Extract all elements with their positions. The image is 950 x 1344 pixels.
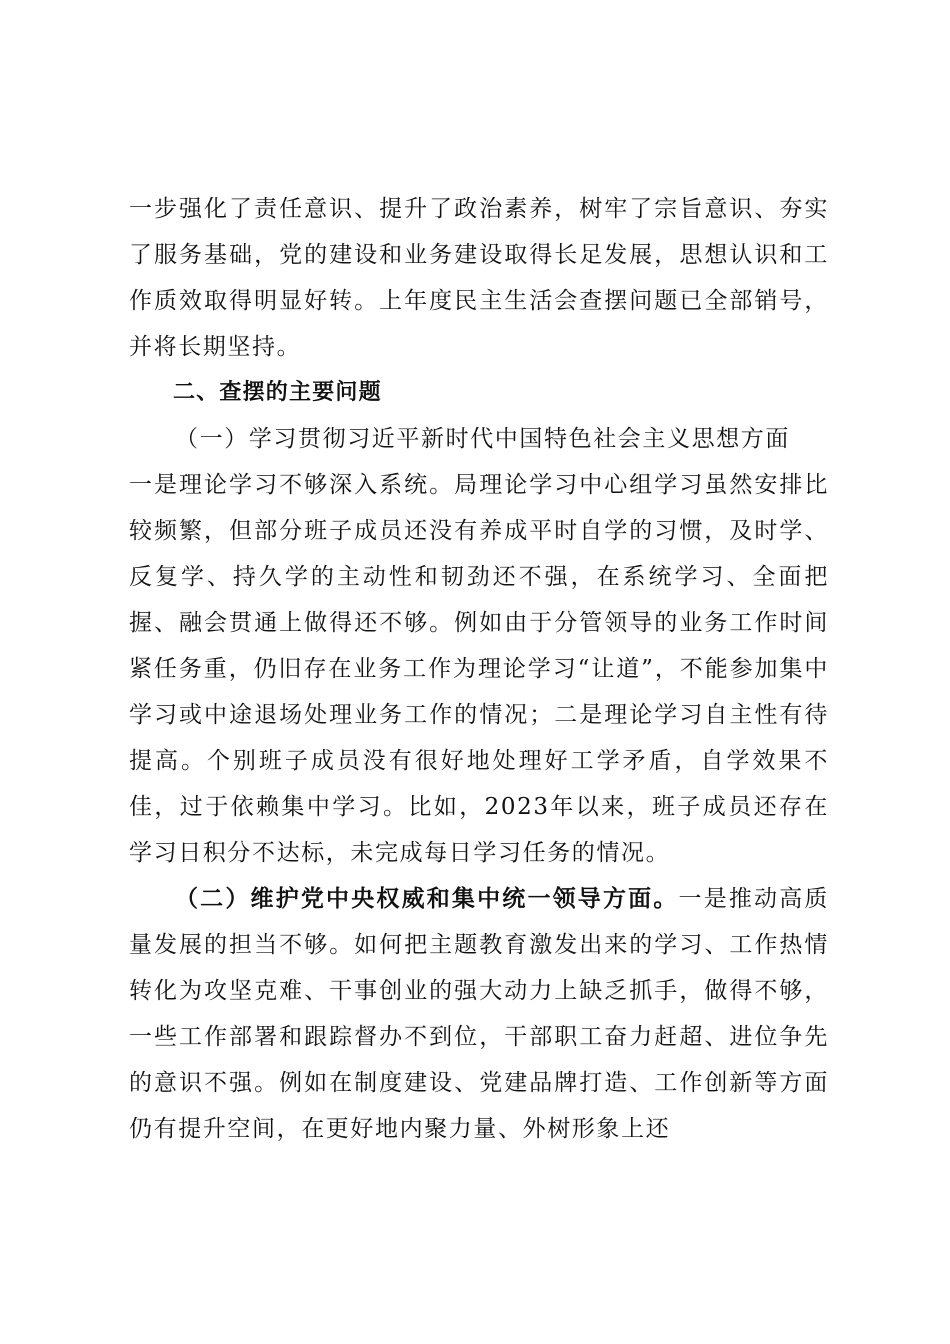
paragraph-study-problems: 一是理论学习不够深入系统。局理论学习中心组学习虽然安排比较频繁，但部分班子成员还没有养成平时自学的习惯，及时学、反复学、持久学的主动性和韧劲还不强，在系统学习、全面把握、融会贯通上做得还不够。例如由于分管领导的业务工作时间紧任务重，仍旧存在业务工作为理论学习“让道”，不能参加集中学习或中途退场处理业务工作的情况；二是理论学习自主性有待提高。个别班子成员没有很好地处理好工学矛盾，自学效果不佳，过于依赖集中学习。比如，2023年以来，班子成员还存在学习日积分不达标，未完成每日学习任务的情况。 xyxy=(129,472,829,866)
document-body xyxy=(129,186,829,1152)
subsection-title-leadership: （二）维护党中央权威和集中统一领导方面。 xyxy=(175,885,679,912)
paragraph-summary: 一步强化了责任意识、提升了政治素养，树牢了宗旨意识、夯实了服务基础，党的建设和业务建设取得长足发展，思想认识和工作质效取得明显好转。上年度民主生活会查摆问题已全部销号，并将长期坚持。 xyxy=(129,196,829,360)
subsection-title-study: （一）学习贯彻习近平新时代中国特色社会主义思想方面 xyxy=(175,426,790,452)
paragraph-leadership-problems xyxy=(129,876,829,1152)
section-heading-problems: 二、查摆的主要问题 xyxy=(173,380,382,405)
paragraph-leadership-body: 一是推动高质量发展的担当不够。如何把主题教育激发出来的学习、工作热情转化为攻坚克难、干事创业的强大动力上缺乏抓手，做得不够，一些工作部署和跟踪督办不到位，干部职工奋力赶超、进位争先的意识不强。例如在制度建设、党建品牌打造、工作创新等方面仍有提升空间，在更好地内聚力量、外树形象上还 xyxy=(129,886,829,1142)
